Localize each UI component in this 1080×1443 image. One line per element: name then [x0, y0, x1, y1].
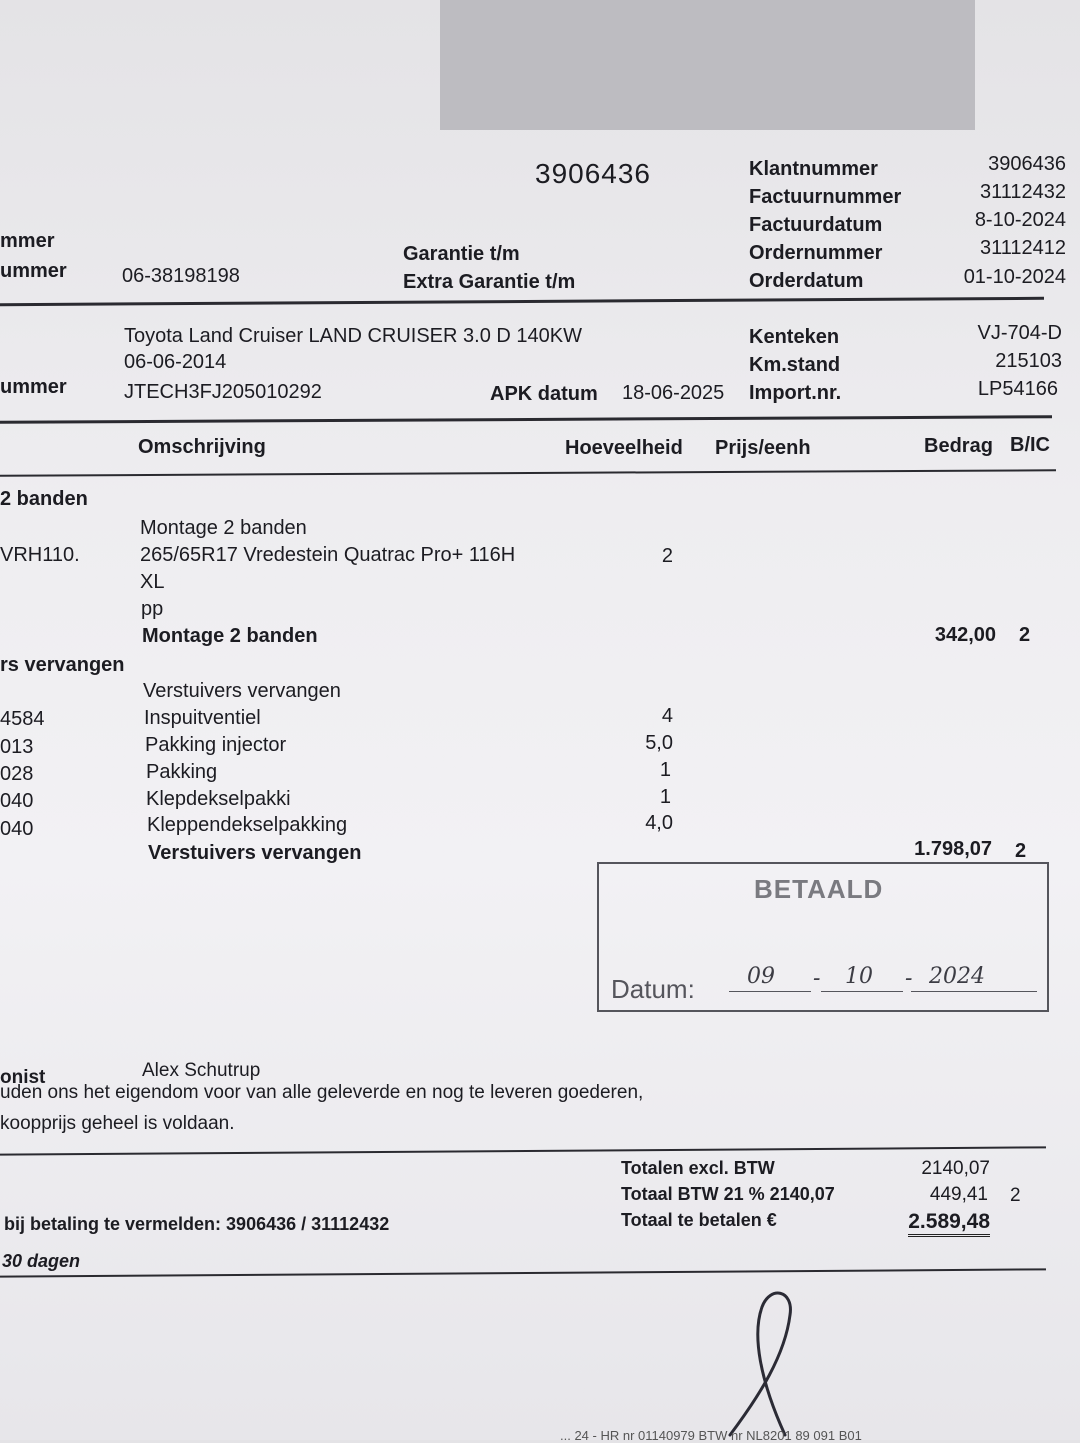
injector-row-4-qty: 1 [659, 786, 671, 808]
divider-totals [0, 1146, 1046, 1155]
divider-bottom [0, 1268, 1046, 1277]
vehicle-model: Toyota Land Cruiser LAND CRUISER 3.0 D 140KW [124, 325, 582, 347]
factuurnummer-label: Factuurnummer [749, 186, 902, 208]
injectors-subtotal-label: Verstuivers vervangen [148, 842, 362, 864]
tyres-desc-4: pp [141, 598, 164, 620]
importnr-label: Import.nr. [749, 382, 842, 404]
divider-vehicle [0, 415, 1052, 424]
injectors-title: Verstuivers vervangen [143, 680, 341, 702]
vin-label: ummer [0, 376, 67, 398]
phone-number: 06-38198198 [122, 265, 240, 287]
col-omschrijving: Omschrijving [138, 436, 266, 458]
paid-stamp-year: 2024 [929, 964, 985, 989]
customer-number-large: 3906436 [535, 158, 652, 189]
tyres-desc-3: XL [140, 571, 165, 593]
importnr-value: LP54166 [977, 378, 1058, 400]
totals-btw-label: Totaal BTW 21 % 2140,07 [621, 1184, 835, 1204]
col-hoeveelheid: Hoeveelheid [565, 437, 683, 459]
injector-row-5-desc: Kleppendekselpakking [147, 814, 348, 836]
header-left-label-2: ummer [0, 260, 67, 282]
divider-table-header [0, 469, 1056, 477]
stamp-year-line [911, 991, 1037, 992]
injector-row-2-code: 013 [0, 736, 34, 758]
signature [690, 1285, 850, 1440]
totals-payable-label: Totaal te betalen € [621, 1210, 777, 1230]
paid-stamp-month: 10 [845, 964, 873, 989]
vehicle-date: 06-06-2014 [124, 351, 227, 373]
monteur-name: Alex Schutrup [142, 1060, 261, 1081]
orderdatum-label: Orderdatum [749, 270, 864, 292]
section-injectors-title: rs vervangen [0, 654, 125, 676]
paid-stamp [597, 862, 1049, 1012]
garantie-label: Garantie t/m [403, 243, 520, 265]
apk-date: 18-06-2025 [622, 382, 725, 404]
injectors-subtotal-amount: 1.798,07 [914, 838, 992, 860]
totals-btw-bic: 2 [1010, 1185, 1021, 1206]
tyres-desc-1: Montage 2 banden [140, 517, 307, 539]
tyres-desc-2: 265/65R17 Vredestein Quatrac Pro+ 116H [140, 544, 516, 566]
stamp-month-line [821, 991, 903, 992]
factuurdatum-value: 8-10-2024 [974, 209, 1066, 231]
injector-row-4-desc: Klepdekselpakki [146, 788, 291, 810]
section-tyres-title: 2 banden [0, 488, 88, 510]
legal-line-2: koopprijs geheel is voldaan. [0, 1113, 235, 1134]
totals-excl-value: 2140,07 [921, 1158, 990, 1179]
kmstand-label: Km.stand [749, 354, 841, 376]
footer-company-info: ... 24 - HR nr 01140979 BTW nr NL8201 89 091 B01 [560, 1428, 862, 1443]
divider-header [0, 297, 1044, 306]
stamp-dash-1: - [813, 966, 821, 991]
paid-stamp-title: BETAALD [754, 874, 884, 904]
apk-label: APK datum [490, 383, 598, 405]
injector-row-1-qty: 4 [661, 705, 673, 727]
injector-row-3-qty: 1 [659, 759, 671, 781]
tyres-subtotal-bic: 2 [1019, 624, 1031, 646]
tyres-subtotal-label: Montage 2 banden [142, 625, 318, 647]
totals-payable-value: 2.589,48 [908, 1210, 990, 1237]
payment-term: 30 dagen [2, 1251, 81, 1271]
injectors-subtotal-bic: 2 [1015, 840, 1027, 862]
injector-row-5-qty: 4,0 [645, 812, 673, 834]
klantnummer-value: 3906436 [988, 153, 1066, 175]
factuurdatum-label: Factuurdatum [749, 214, 883, 236]
tyres-code: VRH110. [0, 544, 80, 566]
injector-row-1-desc: Inspuitventiel [144, 707, 261, 729]
payment-reference: bij betaling te vermelden: 3906436 / 31112432 [4, 1214, 390, 1234]
totals-btw-value: 449,41 [929, 1184, 988, 1205]
extra-garantie-label: Extra Garantie t/m [403, 271, 576, 293]
kenteken-value: VJ-704-D [977, 322, 1062, 344]
orderdatum-value: 01-10-2024 [963, 266, 1066, 288]
injector-row-4-code: 040 [0, 790, 34, 812]
ordernummer-label: Ordernummer [749, 242, 883, 264]
redacted-block [440, 0, 975, 130]
stamp-dash-2: - [905, 966, 913, 991]
legal-line-1: uden ons het eigendom voor van alle geleverde en nog te leveren goederen, [0, 1082, 644, 1103]
monteur-label: onist [0, 1067, 46, 1088]
col-prijs: Prijs/eenh [715, 437, 811, 459]
paid-stamp-date-label: Datum: [611, 974, 695, 1004]
kenteken-label: Kenteken [749, 326, 840, 348]
totals-excl-label: Totalen excl. BTW [621, 1158, 775, 1178]
col-bic: B/IC [1010, 434, 1050, 456]
injector-row-2-desc: Pakking injector [145, 734, 287, 756]
injector-row-5-code: 040 [0, 818, 34, 840]
col-bedrag: Bedrag [924, 435, 993, 457]
injector-row-3-desc: Pakking [146, 761, 218, 783]
vin-number: JTECH3FJ205010292 [124, 381, 322, 403]
injector-row-3-code: 028 [0, 763, 34, 785]
kmstand-value: 215103 [995, 350, 1062, 372]
ordernummer-value: 31112412 [979, 237, 1066, 259]
paid-stamp-day: 09 [747, 964, 775, 989]
klantnummer-label: Klantnummer [749, 158, 878, 180]
header-left-label-1: mmer [0, 230, 55, 252]
tyres-qty: 2 [661, 545, 673, 567]
injector-row-2-qty: 5,0 [645, 732, 673, 754]
tyres-subtotal-amount: 342,00 [934, 624, 996, 646]
factuurnummer-value: 31112432 [979, 181, 1066, 203]
stamp-day-line [729, 991, 811, 992]
injector-row-1-code: 4584 [0, 708, 45, 730]
